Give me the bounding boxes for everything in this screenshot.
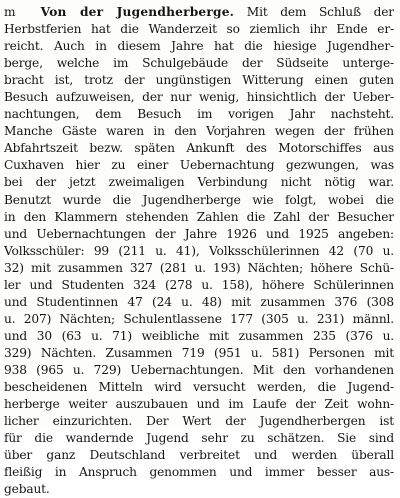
article-text-line: und Studentinnen 47 (24 u. 48) mit zusammen 376 (308 <box>4 294 394 309</box>
article-text-line: Volksschüler: 99 (211 u. 41), Volksschülerinnen 42 (70 u. <box>4 243 394 258</box>
article-text-line: herberge weiter auszubauen und im Laufe der Zeit wohn- <box>4 397 394 412</box>
article-text-line: Herbstferien hat die Wanderzeit so ziemlich ihr Ende er- <box>4 22 394 37</box>
article-text-line: und Uebernachtungen der Jahre 1926 und 1925 angeben: <box>4 226 394 241</box>
section-marker: m <box>4 5 16 19</box>
article-line-1 <box>4 4 394 21</box>
article-text-line: berge, welche im Schulgebäude der Südseite unterge- <box>4 56 394 71</box>
article-text-line: Cuxhaven hier zu einer Uebernachtung gezwungen, was <box>4 158 394 173</box>
article-text-line: Abfahrtszeit bezw. späten Ankunft des Motorschiffes aus <box>4 141 394 156</box>
article-text-line: ler und Studenten 324 (278 u. 158), höhere Schülerinnen <box>4 277 394 292</box>
newspaper-article <box>4 4 394 498</box>
article-heading: Von der Jugendherberge. <box>40 5 235 19</box>
article-text-line: u. 207) Nächten; Schulentlassene 177 (305 u. 231) männl. <box>4 311 394 326</box>
article-text-line: fleißig in Anspruch genommen und immer besser aus- <box>4 465 394 480</box>
article-text-line: Manche Gäste waren in den Vorjahren wegen der frühen <box>4 124 394 139</box>
article-text-line: bei der jetzt zweimaligen Verbindung nicht nötig war. <box>4 175 394 190</box>
article-text-line: in den Klammern stehenden Zahlen die Zahl der Besucher <box>4 209 394 224</box>
article-text-line: 32) mit zusammen 327 (281 u. 193) Nächten; höhere Schü- <box>4 260 394 275</box>
article-text-line: reicht. Auch in diesem Jahre hat die hiesige Jugendher- <box>4 39 394 54</box>
article-text-line: 329) Nächten. Zusammen 719 (951 u. 581) Personen mit <box>4 345 394 360</box>
article-text-line: für die wandernde Jugend sehr zu schätzen. Sie sind <box>4 431 394 446</box>
article-text-line: gebaut. <box>4 482 50 497</box>
article-text-line: Mit dem Schluß der <box>246 5 394 19</box>
article-text-line: nachtungen, dem Besuch im vorigen Jahr nachsteht. <box>4 107 394 122</box>
article-text-line: bracht ist, trotz der ungünstigen Witterung einen guten <box>4 73 394 88</box>
article-text-line: über ganz Deutschland verbreitet und werden überall <box>4 448 394 463</box>
article-text-line: bescheidenen Mitteln wird versucht werden, die Jugend- <box>4 380 394 395</box>
article-text-line: 938 (965 u. 729) Uebernachtungen. Mit den vorhandenen <box>4 362 394 377</box>
article-text-line: Benutzt wurde die Jugendherberge wie folgt, wobei die <box>4 192 394 207</box>
article-text-line: licher einzurichten. Der Wert der Jugendherbergen ist <box>4 414 394 429</box>
article-text-line: Besuch aufzuweisen, der nur wenig, hinsichtlich der Ueber- <box>4 90 394 105</box>
article-text-line: und 30 (63 u. 71) weibliche mit zusammen 235 (376 u. <box>4 328 394 343</box>
